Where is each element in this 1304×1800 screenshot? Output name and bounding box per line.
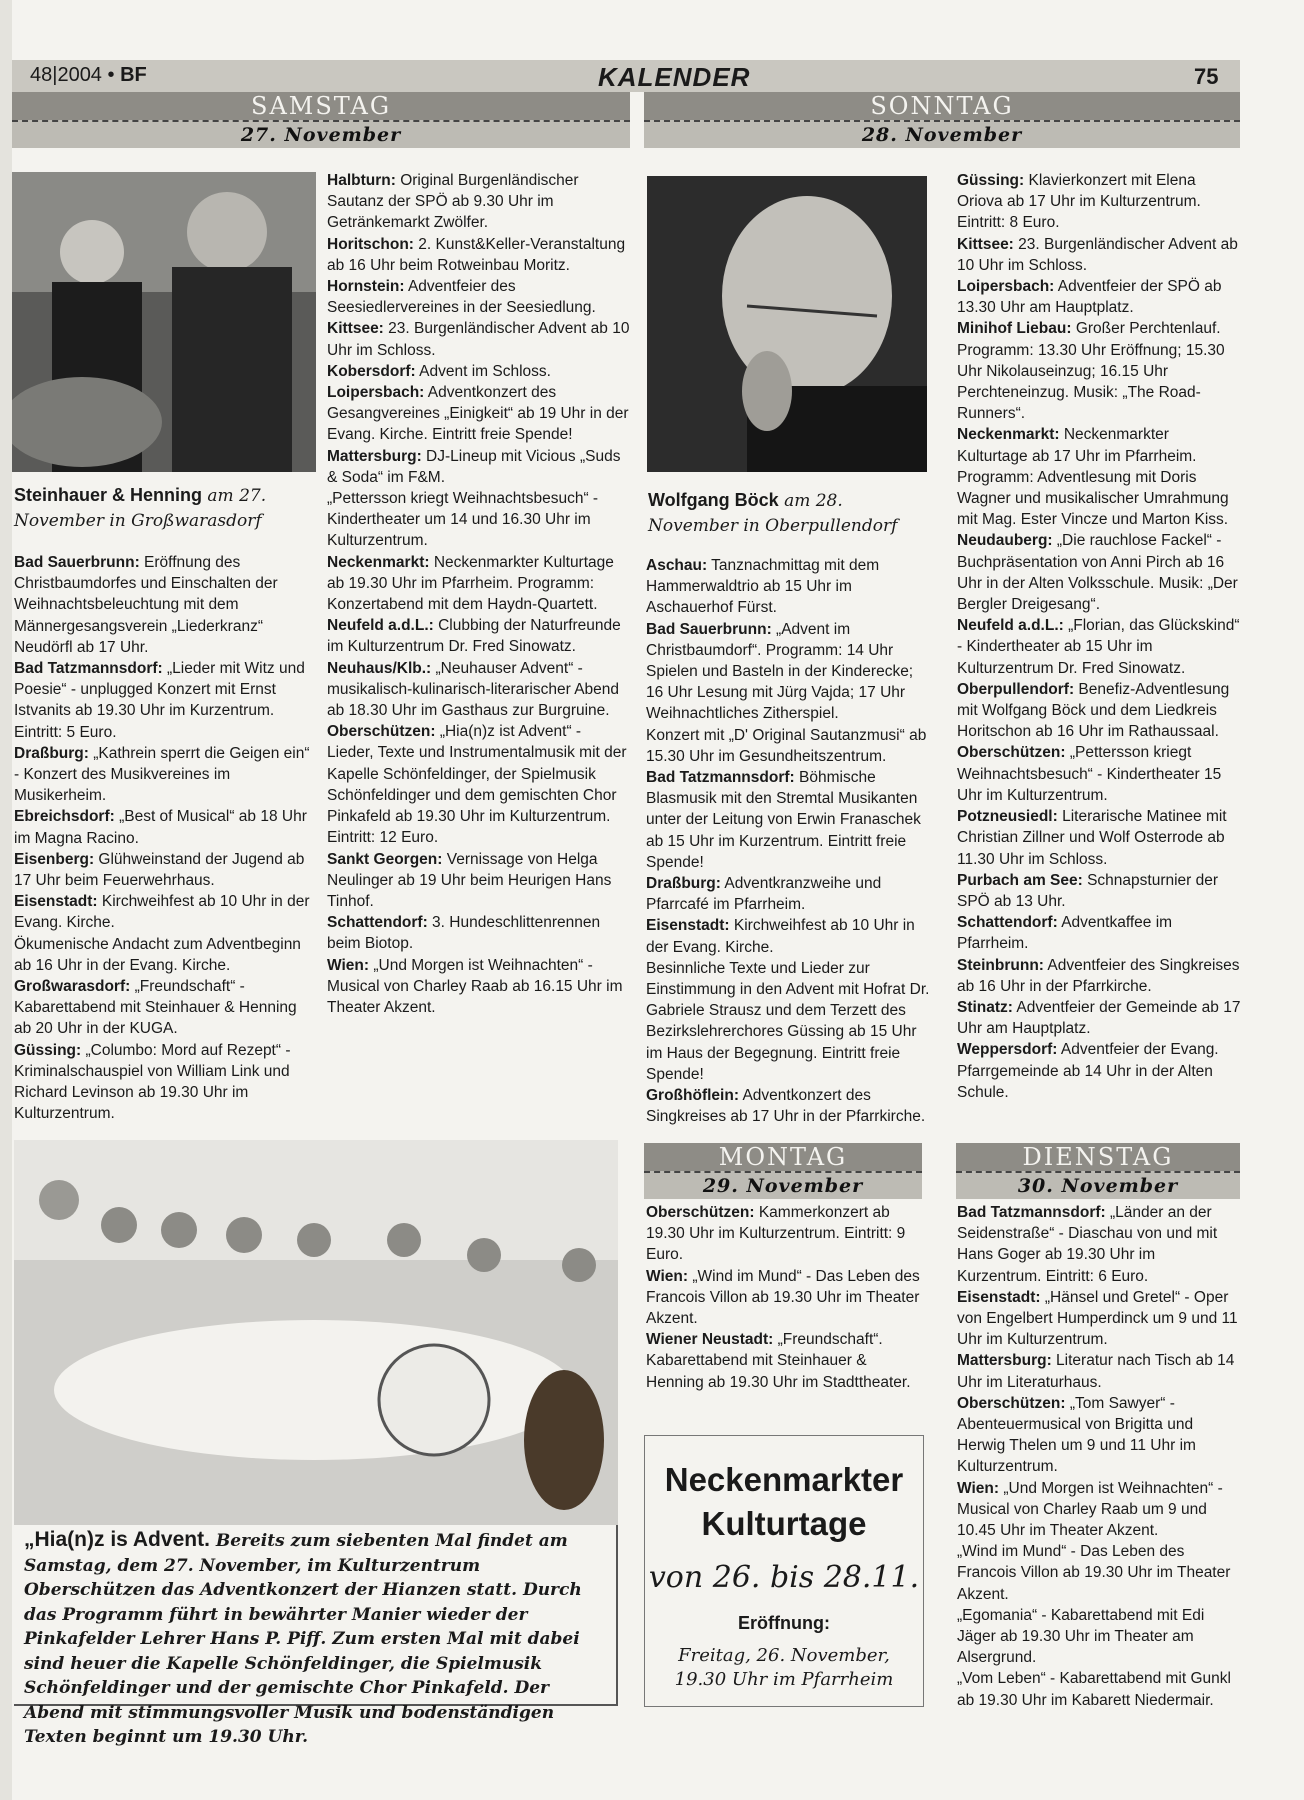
event-place: Halbturn: xyxy=(327,172,396,189)
event-place: Neufeld a.d.L.: xyxy=(957,617,1064,635)
event-text: Besinnliche Texte und Lieder zur Einstimmung in den Advent mit Hofrat Dr. Gabriele Strausz und dem Terzett des Bezirkslehrerchores Güssing ab 15 Uhr im Haus der Begegnung. Eintritt freie Spende! xyxy=(646,959,930,1083)
event-text: „Pettersson kriegt Weihnachtsbesuch“ - Kindertheater 15 Uhr im Kulturzentrum. xyxy=(957,744,1222,804)
event-entry xyxy=(327,361,630,382)
photo-band-hianzen xyxy=(14,1140,618,1525)
event-entry xyxy=(957,997,1241,1039)
event-text: Benefiz-Adventlesung mit Wolfgang Böck und dem Liedkreis Horitschon ab 16 Uhr im Rathaussaal. xyxy=(957,680,1230,741)
feature-body: Bereits zum siebenten Mal findet am Samstag, dem 27. November, im Kulturzentrum Oberschützen das Adventkonzert der Hianzen statt. Durch das Programm führt in bewährter Manier wieder der Pinkafelder Lehrer Hans P. Piff. Zum ersten Mal mit dabei sind heuer die Kapelle Schönfeldinger, die Spielmusik Schönfeldinger und der gemischte Chor Pinkafeld. Der Abend mit stimmungsvoller Musik und bodenständigen Texten beginnt um 19.30 Uhr. xyxy=(24,1531,582,1747)
event-text: Tanznachmittag mit dem Hammerwaldtrio ab 15 Uhr im Aschauerhof Fürst. xyxy=(646,557,880,617)
event-place: Purbach am See: xyxy=(957,871,1083,889)
event-text: Adventfeier des Singkreises ab 16 Uhr in der Pfarrkirche. xyxy=(957,956,1240,995)
day-date: 27. November xyxy=(12,120,630,148)
event-text: Adventfeier der Evang. Pfarrgemeinde ab 14 Uhr in der Alten Schule. xyxy=(957,1041,1219,1101)
event-entry xyxy=(646,873,932,915)
event-entry xyxy=(327,318,630,360)
event-text: Eröffnung des Christbaumdorfes und Einschalten der Weihnachtsbeleuchtung mit dem Männergesangsverein „Liederkranz“ Neudörfl ab 17 Uhr. xyxy=(14,554,278,656)
event-entry xyxy=(327,552,630,616)
event-place: Neckenmarkt: xyxy=(327,553,430,571)
event-entry xyxy=(957,806,1241,870)
issue-label xyxy=(30,64,147,87)
event-entry xyxy=(646,915,932,957)
event-entry xyxy=(957,912,1241,954)
event-place: Oberschützen: xyxy=(957,744,1066,762)
event-text: Kammerkonzert ab 19.30 Uhr im Kulturzentrum. Eintritt: 9 Euro. xyxy=(646,1204,906,1264)
day-header-saturday xyxy=(12,92,630,148)
kulturtage-opening xyxy=(645,1644,923,1692)
event-place: Ebreichsdorf: xyxy=(14,808,115,826)
caption-steinhauer-henning xyxy=(14,483,314,533)
event-place: Horitschon: xyxy=(327,235,414,253)
event-entry xyxy=(957,318,1241,424)
event-entry xyxy=(646,725,932,767)
day-header-tuesday xyxy=(956,1143,1240,1199)
event-text: DJ-Lineup mit Vicious „Suds & Soda“ im F&M. xyxy=(327,447,621,486)
caption-text: am 27. November in Großwarasdorf xyxy=(14,486,267,531)
event-place: Draßburg: xyxy=(14,744,89,762)
event-entry xyxy=(327,721,630,848)
event-place: Oberpullendorf: xyxy=(957,680,1075,698)
event-text: Kirchweihfest ab 10 Uhr in der Evang. Kirche. xyxy=(14,893,310,932)
event-place: Hornstein: xyxy=(327,278,405,296)
saturday-events-col2 xyxy=(327,170,630,1018)
event-entry xyxy=(327,912,630,954)
day-header-monday xyxy=(644,1143,922,1199)
event-text: Adventkaffee im Pfarrheim. xyxy=(957,914,1173,953)
event-place: Wiener Neustadt: xyxy=(646,1331,774,1349)
event-entry xyxy=(646,1202,924,1266)
page-number: 75 xyxy=(1194,64,1219,89)
event-entry xyxy=(957,615,1241,679)
event-place: Güssing: xyxy=(14,1041,82,1059)
event-entry xyxy=(327,955,630,1019)
event-text: 3. Hundeschlittenrennen beim Biotop. xyxy=(327,914,601,953)
event-text: „Wind im Mund“ - Das Leben des Francois Villon ab 19.30 Uhr im Theater Akzent. xyxy=(957,1543,1231,1603)
photo-wolfgang-boeck xyxy=(647,176,927,472)
event-entry xyxy=(957,1287,1241,1351)
event-place: Loipersbach: xyxy=(327,384,425,402)
event-entry xyxy=(14,849,314,891)
event-entry xyxy=(957,424,1241,530)
event-text: „Columbo: Mord auf Rezept“ - Kriminalschauspiel von William Link und Richard Levinson ab 19.30 Uhr im Kulturzentrum. xyxy=(14,1041,291,1123)
event-place: Oberschützen: xyxy=(646,1204,755,1221)
event-entry xyxy=(957,1605,1241,1669)
event-text: Adventfeier der SPÖ ab 13.30 Uhr am Hauptplatz. xyxy=(957,278,1222,317)
event-text: Literarische Matinee mit Christian Zillner und Wolf Osterrode ab 11.30 Uhr im Schloss. xyxy=(957,808,1227,868)
event-entry xyxy=(14,658,314,743)
event-entry xyxy=(327,382,630,446)
event-entry xyxy=(957,870,1241,912)
event-text: Adventkranzweihe und Pfarrcafé im Pfarrheim. xyxy=(646,875,882,914)
event-entry xyxy=(14,743,314,807)
event-entry xyxy=(957,1202,1241,1287)
event-text: „Egomania“ - Kabarettabend mit Edi Jäger ab 19.30 Uhr im Theater am Alsergrund. xyxy=(957,1606,1205,1667)
event-entry xyxy=(14,1040,314,1125)
event-place: Eisenberg: xyxy=(14,850,95,868)
event-place: Stinatz: xyxy=(957,998,1013,1016)
event-text: Schnapsturnier der SPÖ ab 13 Uhr. xyxy=(957,871,1219,910)
event-entry xyxy=(646,619,932,725)
day-name: SONNTAG xyxy=(644,92,1240,120)
event-place: Kittsee: xyxy=(327,320,384,338)
event-text: „Tom Sawyer“ - Abenteuermusical von Brigitta und Herwig Thelen um 9 und 11 Uhr im Kulturzentrum. xyxy=(957,1394,1196,1476)
event-place: Weppersdorf: xyxy=(957,1041,1058,1059)
event-text: Ökumenische Andacht zum Adventbeginn ab 16 Uhr in der Evang. Kirche. xyxy=(14,935,301,974)
event-place: Neudauberg: xyxy=(957,532,1053,550)
day-header-sunday xyxy=(644,92,1240,148)
event-entry xyxy=(646,1329,924,1393)
event-place: Eisenstadt: xyxy=(957,1288,1041,1306)
event-place: Großhöflein: xyxy=(646,1087,739,1105)
event-text: 23. Burgenländischer Advent ab 10 Uhr im Schloss. xyxy=(957,235,1238,274)
event-text: Glühweinstand der Jugend ab 17 Uhr beim Feuerwehrhaus. xyxy=(14,850,305,890)
event-entry xyxy=(327,615,630,657)
kulturtage-title-line2: Kulturtage xyxy=(701,1505,867,1542)
event-place: Neufeld a.d.L.: xyxy=(327,617,434,635)
event-text: „Und Morgen ist Weihnachten“ - Musical von Charley Raab ab 16.15 Uhr im Theater Akzent. xyxy=(327,956,623,1016)
event-text: Adventkonzert des Singkreises ab 17 Uhr in der Pfarrkirche. xyxy=(646,1087,926,1126)
event-place: Aschau: xyxy=(646,557,708,574)
event-text: Kirchweihfest ab 10 Uhr in der Evang. Kirche. xyxy=(646,917,915,956)
caption-wolfgang-boeck xyxy=(648,488,928,538)
event-text: Advent im Schloss. xyxy=(415,362,551,380)
event-text: Neckenmarkter Kulturtage ab 17 Uhr im Pfarrheim. Programm: Adventlesung mit Doris Wagner und musikalischer Umrahmung mit Mag. Ester Vincze und Marton Kiss. xyxy=(957,426,1229,529)
event-place: Kobersdorf: xyxy=(327,362,416,380)
caption-text: am 28. November in Oberpullendorf xyxy=(648,491,898,536)
event-place: Güssing: xyxy=(957,172,1025,189)
event-entry xyxy=(646,958,932,1085)
kulturtage-opening-line2: 19.30 Uhr im Pfarrheim xyxy=(674,1669,894,1690)
event-entry xyxy=(957,1541,1241,1605)
issue-number: 48|2004 • xyxy=(30,64,121,86)
saturday-events-col1 xyxy=(14,552,314,1124)
monday-events xyxy=(646,1202,924,1393)
day-date: 28. November xyxy=(644,120,1240,148)
event-place: Steinbrunn: xyxy=(957,956,1044,974)
feature-title: „Hia(n)z is Advent. xyxy=(24,1528,210,1551)
event-place: Eisenstadt: xyxy=(14,893,98,911)
event-text: „Freundschaft“. Kabarettabend mit Steinhauer & Henning ab 19.30 Uhr im Stadttheater. xyxy=(646,1331,911,1391)
event-entry xyxy=(957,234,1241,276)
event-place: Bad Tatzmannsdorf: xyxy=(14,660,163,678)
event-entry xyxy=(14,976,314,1040)
event-entry xyxy=(14,552,314,658)
event-entry xyxy=(646,1085,932,1127)
day-name: MONTAG xyxy=(644,1143,922,1171)
caption-names: Steinhauer & Henning xyxy=(14,485,203,505)
event-place: Mattersburg: xyxy=(957,1352,1052,1370)
event-entry xyxy=(327,849,630,913)
event-text: „Best of Musical“ ab 18 Uhr im Magna Racino. xyxy=(14,808,307,847)
event-entry xyxy=(957,1478,1241,1542)
event-entry xyxy=(14,891,314,933)
event-place: Oberschützen: xyxy=(957,1394,1066,1412)
event-text: Neckenmarkter Kulturtage ab 19.30 Uhr im Pfarrheim. Programm: Konzertabend mit dem Haydn-Quartett. xyxy=(327,553,614,614)
event-place: Schattendorf: xyxy=(957,914,1058,932)
band-feature-text xyxy=(24,1528,610,1750)
caption-names: Wolfgang Böck xyxy=(648,490,779,510)
event-text: „Kathrein sperrt die Geigen ein“ - Konzert des Musikvereines im Musikerheim. xyxy=(14,744,310,805)
kulturtage-opening-label: Eröffnung: xyxy=(738,1613,830,1633)
event-place: Bad Tatzmannsdorf: xyxy=(957,1204,1106,1221)
event-entry xyxy=(327,488,630,552)
event-entry xyxy=(646,1266,924,1330)
event-text: „Länder an der Seidenstraße“ - Diaschau von und mit Hans Goger ab 19.30 Uhr im Kurzentrum. Eintritt: 6 Euro. xyxy=(957,1204,1218,1285)
event-text: 23. Burgenländischer Advent ab 10 Uhr im Schloss. xyxy=(327,320,630,359)
event-text: „Wind im Mund“ - Das Leben des Francois Villon ab 19.30 Uhr im Theater Akzent. xyxy=(646,1267,920,1328)
event-place: Oberschützen: xyxy=(327,723,436,741)
event-text: „Florian, das Glückskind“ - Kindertheater ab 15 Uhr im Kulturzentrum Dr. Fred Sinowatz. xyxy=(957,617,1240,677)
day-date: 29. November xyxy=(644,1171,922,1199)
event-text: Adventkonzert des Gesangvereines „Einigkeit“ ab 19 Uhr in der Evang. Kirche. Eintritt freie Spende! xyxy=(327,384,629,444)
page-gutter xyxy=(0,0,12,1800)
tuesday-events xyxy=(957,1202,1241,1711)
event-text: Klavierkonzert mit Elena Oriova ab 17 Uhr im Kulturzentrum. Eintritt: 8 Euro. xyxy=(957,172,1201,232)
event-place: Schattendorf: xyxy=(327,914,428,932)
event-place: Wien: xyxy=(957,1479,1000,1497)
event-entry xyxy=(957,955,1241,997)
event-entry xyxy=(14,806,314,848)
event-text: Konzert mit „D' Original Sautanzmusi“ ab 15.30 Uhr im Gesundheitszentrum. xyxy=(646,726,927,765)
event-entry xyxy=(327,234,630,276)
event-entry xyxy=(646,555,932,619)
event-text: Adventfeier des Seesiedlervereines in der Seesiedlung. xyxy=(327,278,596,317)
event-entry xyxy=(957,742,1241,806)
event-text: „Lieder mit Witz und Poesie“ - unplugged Konzert mit Ernst Istvanits ab 19.30 Uhr im Kurzentrum. Eintritt: 5 Euro. xyxy=(14,660,305,741)
kulturtage-title-line1: Neckenmarkter xyxy=(664,1461,904,1498)
sunday-events-col2 xyxy=(957,170,1241,1103)
event-place: Loipersbach: xyxy=(957,278,1055,296)
day-name: DIENSTAG xyxy=(956,1143,1240,1171)
event-text: „Pettersson kriegt Weihnachtsbesuch“ - Kindertheater um 14 und 16.30 Uhr im Kulturzentrum. xyxy=(327,490,599,550)
day-date: 30. November xyxy=(956,1171,1240,1199)
event-entry xyxy=(327,170,630,234)
event-place: Draßburg: xyxy=(646,875,721,893)
event-text: Literatur nach Tisch ab 14 Uhr im Literaturhaus. xyxy=(957,1352,1235,1391)
event-text: „Hia(n)z ist Advent“ - Lieder, Texte und Instrumentalmusik mit der Kapelle Schönfeldinger, der Spielmusik Schönfeldinger und dem gemischten Chor Pinkafeld ab 19.30 Uhr im Kulturzentrum. Eintritt: 12 Euro. xyxy=(327,723,627,847)
event-text: „Freundschaft“ - Kabarettabend mit Steinhauer & Henning ab 20 Uhr in der KUGA. xyxy=(14,978,297,1038)
sunday-events-col1 xyxy=(646,555,932,1127)
event-text: „Advent im Christbaumdorf“. Programm: 14 Uhr Spielen und Basteln in der Kinderecke; 16 Uhr Lesung mit Jürg Vajda; 17 Uhr Weihnachtliches Zitherspiel. xyxy=(646,620,914,723)
event-place: Mattersburg: xyxy=(327,447,422,465)
event-entry xyxy=(957,679,1241,743)
kulturtage-box xyxy=(644,1435,924,1707)
event-text: „Die rauchlose Fackel“ - Buchpräsentation von Anni Pirch ab 16 Uhr in der Alten Volksschule. Musik: „Der Bergler Dreigesang“. xyxy=(957,532,1238,614)
event-entry xyxy=(957,1350,1241,1392)
publication-abbrev: BF xyxy=(120,64,147,86)
event-text: Vernissage von Helga Neulinger ab 19 Uhr beim Heurigen Hans Tinhof. xyxy=(327,850,612,910)
event-entry xyxy=(646,767,932,873)
event-text: „Hänsel und Gretel“ - Oper von Engelbert Humperdinck um 9 und 11 Uhr im Kulturzentrum. xyxy=(957,1288,1238,1349)
event-place: Wien: xyxy=(646,1267,689,1285)
event-text: Clubbing der Naturfreunde im Kulturzentrum Dr. Fred Sinowatz. xyxy=(327,617,621,656)
event-place: Kittsee: xyxy=(957,235,1014,253)
event-text: Böhmische Blasmusik mit den Stremtal Musikanten unter der Leitung von Erwin Franaschek ab 15 Uhr im Kurzentrum. Eintritt freie Spende! xyxy=(646,769,921,871)
event-text: „Vom Leben“ - Kabarettabend mit Gunkl ab 19.30 Uhr im Kabarett Niedermair. xyxy=(957,1670,1231,1709)
event-entry xyxy=(14,934,314,976)
event-entry xyxy=(327,276,630,318)
photo-placeholder xyxy=(12,172,316,472)
event-place: Großwarasdorf: xyxy=(14,978,131,996)
event-entry xyxy=(957,276,1241,318)
day-name: SAMSTAG xyxy=(12,92,630,120)
event-entry xyxy=(957,1668,1241,1710)
event-entry xyxy=(957,170,1241,234)
event-text: Original Burgenländischer Sautanz der SPÖ ab 9.30 Uhr im Getränkemarkt Zwölfer. xyxy=(327,172,579,232)
photo-placeholder xyxy=(647,176,927,472)
event-entry xyxy=(957,1039,1241,1103)
event-entry xyxy=(327,446,630,488)
photo-steinhauer-henning xyxy=(12,172,316,472)
event-place: Neckenmarkt: xyxy=(957,426,1060,444)
event-place: Minihof Liebau: xyxy=(957,320,1072,338)
event-place: Bad Sauerbrunn: xyxy=(646,620,772,638)
event-text: „Und Morgen ist Weihnachten“ - Musical von Charley Raab um 9 und 10.45 Uhr im Theater Akzent. xyxy=(957,1479,1223,1540)
kulturtage-opening-line1: Freitag, 26. November, xyxy=(678,1645,890,1666)
event-entry xyxy=(957,530,1241,615)
kulturtage-title xyxy=(645,1458,923,1546)
event-place: Wien: xyxy=(327,956,370,974)
event-place: Potzneusiedl: xyxy=(957,808,1058,826)
event-place: Eisenstadt: xyxy=(646,917,730,935)
event-text: „Neuhauser Advent“ - musikalisch-kulinarisch-literarischer Abend ab 18.30 Uhr im Gasthaus zur Burgruine. xyxy=(327,659,620,720)
photo-placeholder xyxy=(14,1140,618,1525)
event-text: Großer Perchtenlauf. Programm: 13.30 Uhr Eröffnung; 15.30 Uhr Nikolauseinzug; 16.15 Uhr Perchteneinzug. Musik: „The Road-Runners“. xyxy=(957,320,1225,423)
event-place: Sankt Georgen: xyxy=(327,850,443,868)
event-text: 2. Kunst&Keller-Veranstaltung ab 16 Uhr beim Rotweinbau Moritz. xyxy=(327,235,626,274)
event-place: Neuhaus/Klb.: xyxy=(327,659,432,677)
kulturtage-dates: von 26. bis 28.11. xyxy=(648,1560,920,1595)
section-title: KALENDER xyxy=(598,62,751,92)
event-entry xyxy=(957,1393,1241,1478)
event-place: Bad Tatzmannsdorf: xyxy=(646,769,795,787)
event-text: Adventfeier der Gemeinde ab 17 Uhr am Hauptplatz. xyxy=(957,998,1241,1038)
event-place: Bad Sauerbrunn: xyxy=(14,554,140,571)
event-entry xyxy=(327,658,630,722)
